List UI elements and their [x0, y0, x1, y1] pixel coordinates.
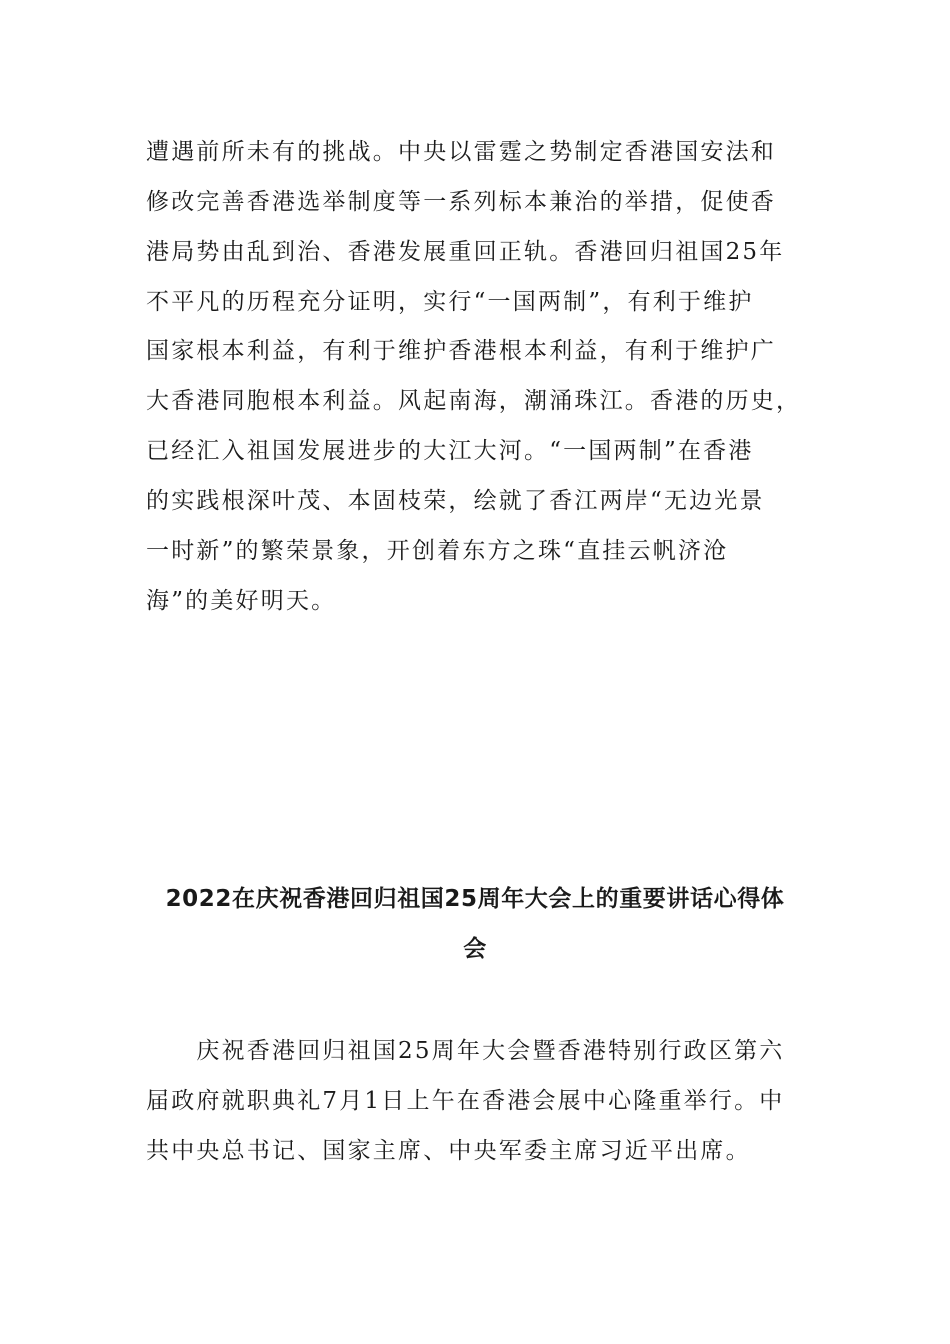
paragraph-line: 的实践根深叶茂、本固枝荣，绘就了香江两岸“无边光景 — [146, 488, 765, 514]
paragraph-line: 海”的美好明天。 — [146, 588, 337, 614]
paragraph-line: 共中央总书记、国家主席、中央军委主席习近平出席。 — [146, 1138, 751, 1164]
heading-line: 会 — [463, 936, 487, 962]
heading-line: 2022在庆祝香港回归祖国25周年大会上的重要讲话心得体 — [165, 886, 785, 912]
paragraph-line: 届政府就职典礼7月1日上午在香港会展中心隆重举行。中 — [146, 1088, 785, 1114]
paragraph-line: 不平凡的历程充分证明，实行“一国两制”，有利于维护 — [146, 289, 754, 315]
paragraph-line: 一时新”的繁荣景象，开创着东方之珠“直挂云帆济沧 — [146, 538, 729, 564]
paragraph-line: 已经汇入祖国发展进步的大江大河。“一国两制”在香港 — [146, 438, 754, 464]
paragraph-line: 庆祝香港回归祖国25周年大会暨香港特别行政区第六 — [146, 1038, 785, 1064]
paragraph-line: 大香港同胞根本利益。风起南海，潮涌珠江。香港的历史， — [146, 388, 802, 414]
paragraph-line: 遭遇前所未有的挑战。中央以雷霆之势制定香港国安法和 — [146, 139, 776, 165]
paragraph-line: 港局势由乱到治、香港发展重回正轨。香港回归祖国25年 — [146, 239, 785, 265]
paragraph-line: 修改完善香港选举制度等一系列标本兼治的举措，促使香 — [146, 189, 776, 215]
paragraph-line: 国家根本利益，有利于维护香港根本利益，有利于维护广 — [146, 338, 776, 364]
